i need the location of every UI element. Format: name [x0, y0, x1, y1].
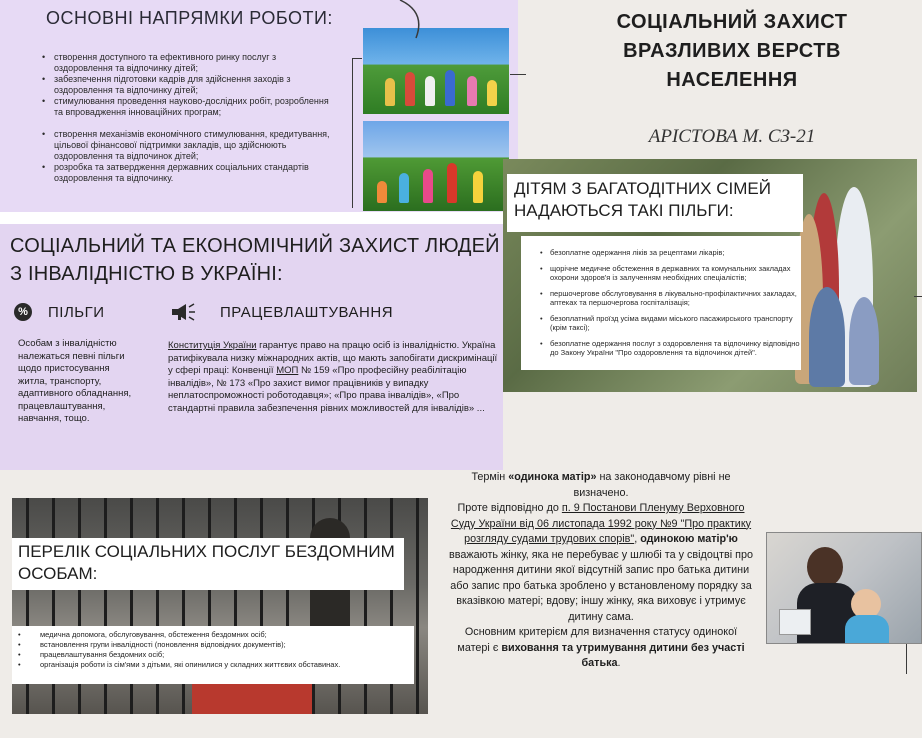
- large-families-title: ДІТЯМ З БАГАТОДІТНИХ СІМЕЙ НАДАЮТЬСЯ ТАКІ ПІЛЬГИ:: [514, 179, 771, 220]
- list-item: • працевлаштування бездомних осіб;: [14, 650, 410, 660]
- children-playing-photo: [363, 28, 509, 114]
- mother-with-child-photo: [766, 532, 922, 644]
- decorative-curve: [398, 0, 428, 40]
- directions-list: [40, 52, 332, 184]
- connector-line: [510, 74, 526, 75]
- disability-title: СОЦІАЛЬНИЙ ТА ЕКОНОМІЧНИЙ ЗАХИСТ ЛЮДЕЙ З ІНВАЛІДНІСТЮ В УКРАЇНІ:: [10, 235, 500, 285]
- list-item: • першочергове обслуговування в лікувально-профілактичних закладах, аптеках та першочергова госпіталізація;: [532, 289, 800, 308]
- list-item: • безоплатний проїзд усіма видами міського пасажирського транспорту (крім таксі);: [532, 314, 800, 333]
- children-running-photo: [363, 121, 509, 211]
- list-item: • забезпечення підготовки кадрів для здійснення заходів з оздоровлення та відпочинку дітей;: [40, 74, 332, 96]
- percent-icon: %: [14, 303, 32, 321]
- directions-title: ОСНОВНІ НАПРЯМКИ РОБОТИ:: [46, 8, 333, 28]
- list-item: • створення механізмів економічного стимулювання, кредитування, цільової фінансової підтримки закладів, що здійснюють оздоровлення та відпочинок дітей;: [40, 129, 332, 162]
- list-item: • розробка та затвердження державних соціальних стандартів оздоровлення та відпочинку.: [40, 162, 332, 184]
- large-families-list: [532, 248, 800, 364]
- employment-text: Конституція України гарантує право на працю осіб із інвалідністю. Україна ратифікувала низку міжнародних актів, що мають запобігати дискримінації у сфері праці: Конвенції МОП № 159 «Про професійну реабілітацію інвалідів», № 173 «Про захист вимог працівників у випадку неплатоспроможності роботодавця»; «Про права інвалідів», «Про стандартні правила забезпечення рівних можливостей для інвалідів» ...: [168, 340, 498, 414]
- list-item: • медична допомога, обслуговування, обстеження бездомних осіб;: [14, 630, 410, 640]
- list-item: • безоплатне одержання послуг з оздоровлення та відпочинку відповідно до Закону України "Про оздоровлення та відпочинок дітей".: [532, 339, 800, 358]
- page-title: СОЦІАЛЬНИЙ ЗАХИСТ ВРАЗЛИВИХ ВЕРСТВ НАСЕЛЕННЯ: [616, 11, 848, 91]
- connector-line: [352, 58, 362, 59]
- author-name: АРІСТОВА М. СЗ-21: [648, 126, 816, 147]
- ilo-link[interactable]: МОП: [276, 365, 299, 376]
- list-item: • створення доступного та ефективного ринку послуг з оздоровлення та відпочинку дітей;: [40, 52, 332, 74]
- list-item: • безоплатне одержання ліків за рецептами лікарів;: [532, 248, 800, 258]
- supreme-court-link[interactable]: п. 9 Постанови Пленуму Верховного Суду України від 06 листопада 1992 року №9 "Про практику розгляду судами трудових спорів": [450, 502, 752, 545]
- constitution-link[interactable]: Конституція України: [168, 340, 257, 351]
- benefits-text: Особам з інвалідністю належаться певні пільги щодо пристосування житла, транспорту, адаптивного обладнання, працевлаштування, навчання, тощо.: [18, 338, 132, 424]
- megaphone-icon: [170, 302, 196, 322]
- single-mother-text: [448, 470, 754, 672]
- benefits-heading: ПІЛЬГИ: [48, 304, 105, 321]
- employment-heading: ПРАЦЕВЛАШТУВАННЯ: [220, 304, 394, 321]
- list-item: • стимулювання проведення науково-дослідних робіт, розроблення та впровадження інноваційних програм;: [40, 96, 332, 118]
- connector-line: [906, 644, 907, 674]
- homeless-list: [14, 630, 410, 670]
- homeless-title: ПЕРЕЛІК СОЦІАЛЬНИХ ПОСЛУГ БЕЗДОМНИМ ОСОБАМ:: [18, 542, 395, 583]
- single-mother-paragraph: Основним критерієм для визначення статусу одинокої матері є виховання та утримування дитини без участі батька.: [457, 626, 745, 669]
- list-item: • організація роботи із сім'ями з дітьми, які опинилися у складних життєвих обставинах.: [14, 660, 410, 670]
- list-item: • щорічне медичне обстеження в державних та комунальних закладах охорони здоров'я із залученням необхідних спеціалістів;: [532, 264, 800, 283]
- connector-line: [352, 58, 353, 208]
- single-mother-paragraph: Термін «одинока матір» на законодавчому рівні не визначено.: [471, 471, 731, 499]
- single-mother-paragraph: Проте відповідно до п. 9 Постанови Пленуму Верховного Суду України від 06 листопада 1992 року №9 "Про практику розгляду судами трудових спорів", одинокою матір'ю вважають жінку, яка не перебуває у шлюбі та у свідоцтві про народження дитини якої відсутній запис про батька дитини або запис про батька зроблено у встановленому порядку за вказівкою матері; вдову; іншу жінку, яка виховує і утримує дитину сама.: [449, 502, 753, 623]
- connector-line: [914, 296, 922, 297]
- list-item: • встановлення групи інвалідності (поновлення відповідних документів);: [14, 640, 410, 650]
